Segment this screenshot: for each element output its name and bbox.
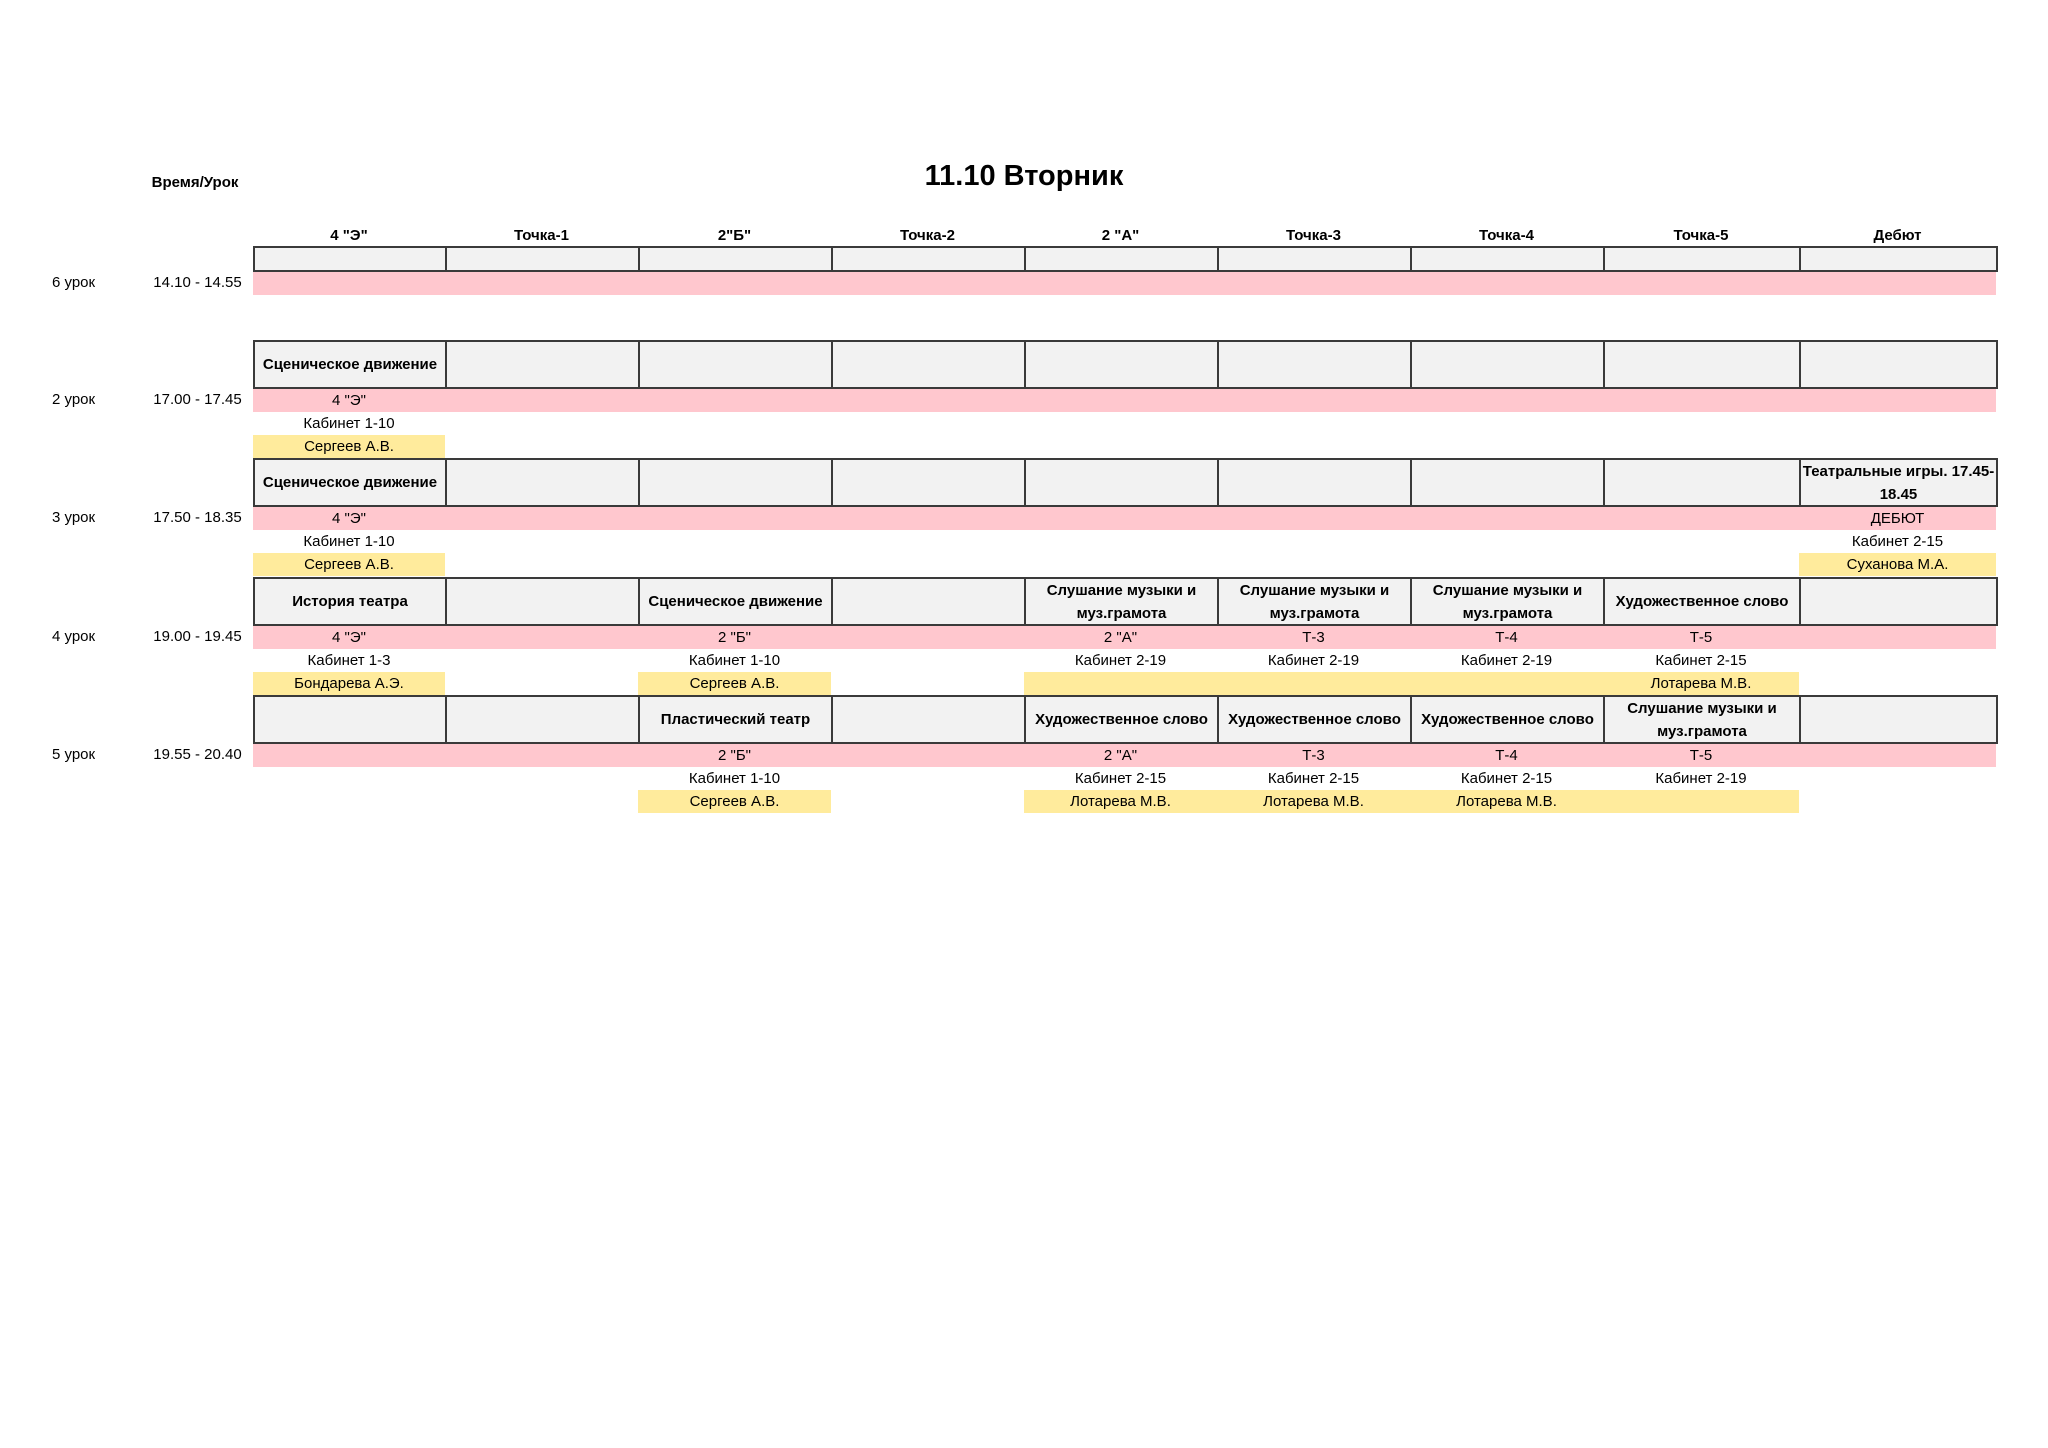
- subject-cell: [253, 695, 447, 744]
- group-band: [253, 272, 1996, 295]
- group-band: [253, 389, 1996, 412]
- subject-cell: Слушание музыки и муз.грамота: [1024, 577, 1219, 626]
- subject-row: [253, 577, 1996, 626]
- subject-cell: [1410, 246, 1605, 272]
- subject-row: [253, 695, 1996, 744]
- room-cell: Кабинет 1-10: [688, 652, 781, 669]
- subject-cell: [638, 458, 833, 507]
- column-header-8: Точка-5: [1673, 227, 1729, 244]
- room-cell: Кабинет 2-19: [1267, 652, 1360, 669]
- subject-cell: Слушание музыки и муз.грамота: [1603, 695, 1801, 744]
- room-cell: Кабинет 2-15: [1267, 770, 1360, 787]
- group-cell: 2 "А": [1103, 629, 1138, 646]
- column-header-2: Точка-1: [514, 227, 569, 244]
- subject-cell: [445, 577, 640, 626]
- teacher-cell: Сергеев А.В.: [689, 793, 780, 810]
- teacher-cell: Сергеев А.В.: [304, 438, 394, 455]
- group-cell: Т-4: [1495, 629, 1518, 646]
- column-header-4: Точка-2: [900, 227, 955, 244]
- group-cell: 2 "Б": [717, 747, 751, 764]
- teacher-cell: Лотарева М.В.: [1456, 793, 1557, 810]
- room-cell: Кабинет 2-15: [1074, 770, 1167, 787]
- subject-cell: Слушание музыки и муз.грамота: [1410, 577, 1605, 626]
- lesson-time: 17.50 - 18.35: [153, 509, 242, 526]
- subject-cell: [831, 340, 1026, 389]
- subject-cell: Пластический театр: [638, 695, 833, 744]
- lesson-time: 19.00 - 19.45: [153, 628, 242, 645]
- subject-cell: Слушание музыки и муз.грамота: [1217, 577, 1412, 626]
- room-cell: Кабинет 1-3: [307, 652, 391, 669]
- subject-cell: [1799, 340, 1998, 389]
- room-cell: Кабинет 2-15: [1460, 770, 1553, 787]
- group-cell: Т-5: [1689, 629, 1713, 646]
- lesson-label: 4 урок: [52, 628, 96, 645]
- lesson-label: 6 урок: [52, 274, 96, 291]
- column-header-1: 4 "Э": [330, 227, 368, 244]
- group-cell: 4 "Э": [332, 510, 366, 527]
- subject-row: [253, 246, 1996, 272]
- teacher-cell: Суханова М.А.: [1846, 556, 1949, 573]
- teacher-cell: Бондарева А.Э.: [294, 675, 404, 692]
- subject-cell: История театра: [253, 577, 447, 626]
- group-cell: Т-4: [1495, 747, 1518, 764]
- column-header-6: Точка-3: [1286, 227, 1341, 244]
- subject-cell: [445, 340, 640, 389]
- subject-cell: Сценическое движение: [253, 458, 447, 507]
- subject-cell: Художественное слово: [1410, 695, 1605, 744]
- column-header-5: 2 "А": [1101, 227, 1140, 244]
- lesson-time: 14.10 - 14.55: [153, 274, 242, 291]
- teacher-cell: Лотарева М.В.: [1650, 675, 1752, 692]
- room-cell: Кабинет 2-15: [1851, 533, 1944, 550]
- subject-cell: [1217, 246, 1412, 272]
- subject-cell: [1799, 695, 1998, 744]
- group-cell: Т-3: [1302, 629, 1325, 646]
- subject-cell: [638, 246, 833, 272]
- subject-cell: [445, 458, 640, 507]
- room-cell: Кабинет 2-19: [1655, 770, 1747, 787]
- subject-cell: [1799, 246, 1998, 272]
- lesson-label: 3 урок: [52, 509, 96, 526]
- room-cell: Кабинет 1-10: [688, 770, 781, 787]
- subject-cell: [445, 695, 640, 744]
- subject-cell: [253, 246, 447, 272]
- subject-cell: [831, 577, 1026, 626]
- teacher-cell: Лотарева М.В.: [1263, 793, 1364, 810]
- subject-cell: [445, 246, 640, 272]
- lesson-label: 2 урок: [52, 391, 96, 408]
- time-lesson-header: Время/Урок: [151, 174, 239, 191]
- subject-cell: Сценическое движение: [638, 577, 833, 626]
- subject-cell: [1603, 340, 1801, 389]
- group-cell: Т-5: [1689, 747, 1713, 764]
- group-cell: 4 "Э": [332, 629, 366, 646]
- room-cell: Кабинет 1-10: [303, 415, 395, 432]
- subject-cell: [831, 246, 1026, 272]
- subject-cell: Театральные игры. 17.45-18.45: [1799, 458, 1998, 507]
- teacher-cell: Сергеев А.В.: [689, 675, 780, 692]
- lesson-time: 17.00 - 17.45: [153, 391, 242, 408]
- subject-row: [253, 340, 1996, 389]
- column-header-7: Точка-4: [1479, 227, 1534, 244]
- group-cell: 2 "А": [1103, 747, 1138, 764]
- room-cell: Кабинет 2-19: [1074, 652, 1167, 669]
- subject-cell: Художественное слово: [1603, 577, 1801, 626]
- subject-cell: [1410, 340, 1605, 389]
- group-band: [253, 507, 1996, 530]
- column-header-9: Дебют: [1873, 227, 1922, 244]
- subject-cell: [1603, 246, 1801, 272]
- teacher-cell: Лотарева М.В.: [1070, 793, 1171, 810]
- page-title: 11.10 Вторник: [924, 160, 1124, 192]
- lesson-label: 5 урок: [52, 746, 96, 763]
- room-cell: Кабинет 2-15: [1655, 652, 1747, 669]
- lesson-time: 19.55 - 20.40: [153, 746, 242, 763]
- group-cell: ДЕБЮТ: [1870, 510, 1925, 527]
- subject-cell: [638, 340, 833, 389]
- subject-cell: [831, 695, 1026, 744]
- subject-cell: [1217, 340, 1412, 389]
- subject-cell: Сценическое движение: [253, 340, 447, 389]
- group-cell: 4 "Э": [332, 392, 366, 409]
- subject-cell: [1024, 340, 1219, 389]
- subject-cell: Художественное слово: [1024, 695, 1219, 744]
- subject-cell: [1024, 458, 1219, 507]
- subject-cell: [1603, 458, 1801, 507]
- subject-row: [253, 458, 1996, 507]
- room-cell: Кабинет 1-10: [303, 533, 395, 550]
- teacher-cell: Сергеев А.В.: [304, 556, 394, 573]
- subject-cell: [831, 458, 1026, 507]
- subject-cell: Художественное слово: [1217, 695, 1412, 744]
- group-cell: 2 "Б": [717, 629, 751, 646]
- subject-cell: [1410, 458, 1605, 507]
- subject-cell: [1024, 246, 1219, 272]
- room-cell: Кабинет 2-19: [1460, 652, 1553, 669]
- subject-cell: [1799, 577, 1998, 626]
- group-cell: Т-3: [1302, 747, 1325, 764]
- column-header-3: 2"Б": [717, 227, 752, 244]
- subject-cell: [1217, 458, 1412, 507]
